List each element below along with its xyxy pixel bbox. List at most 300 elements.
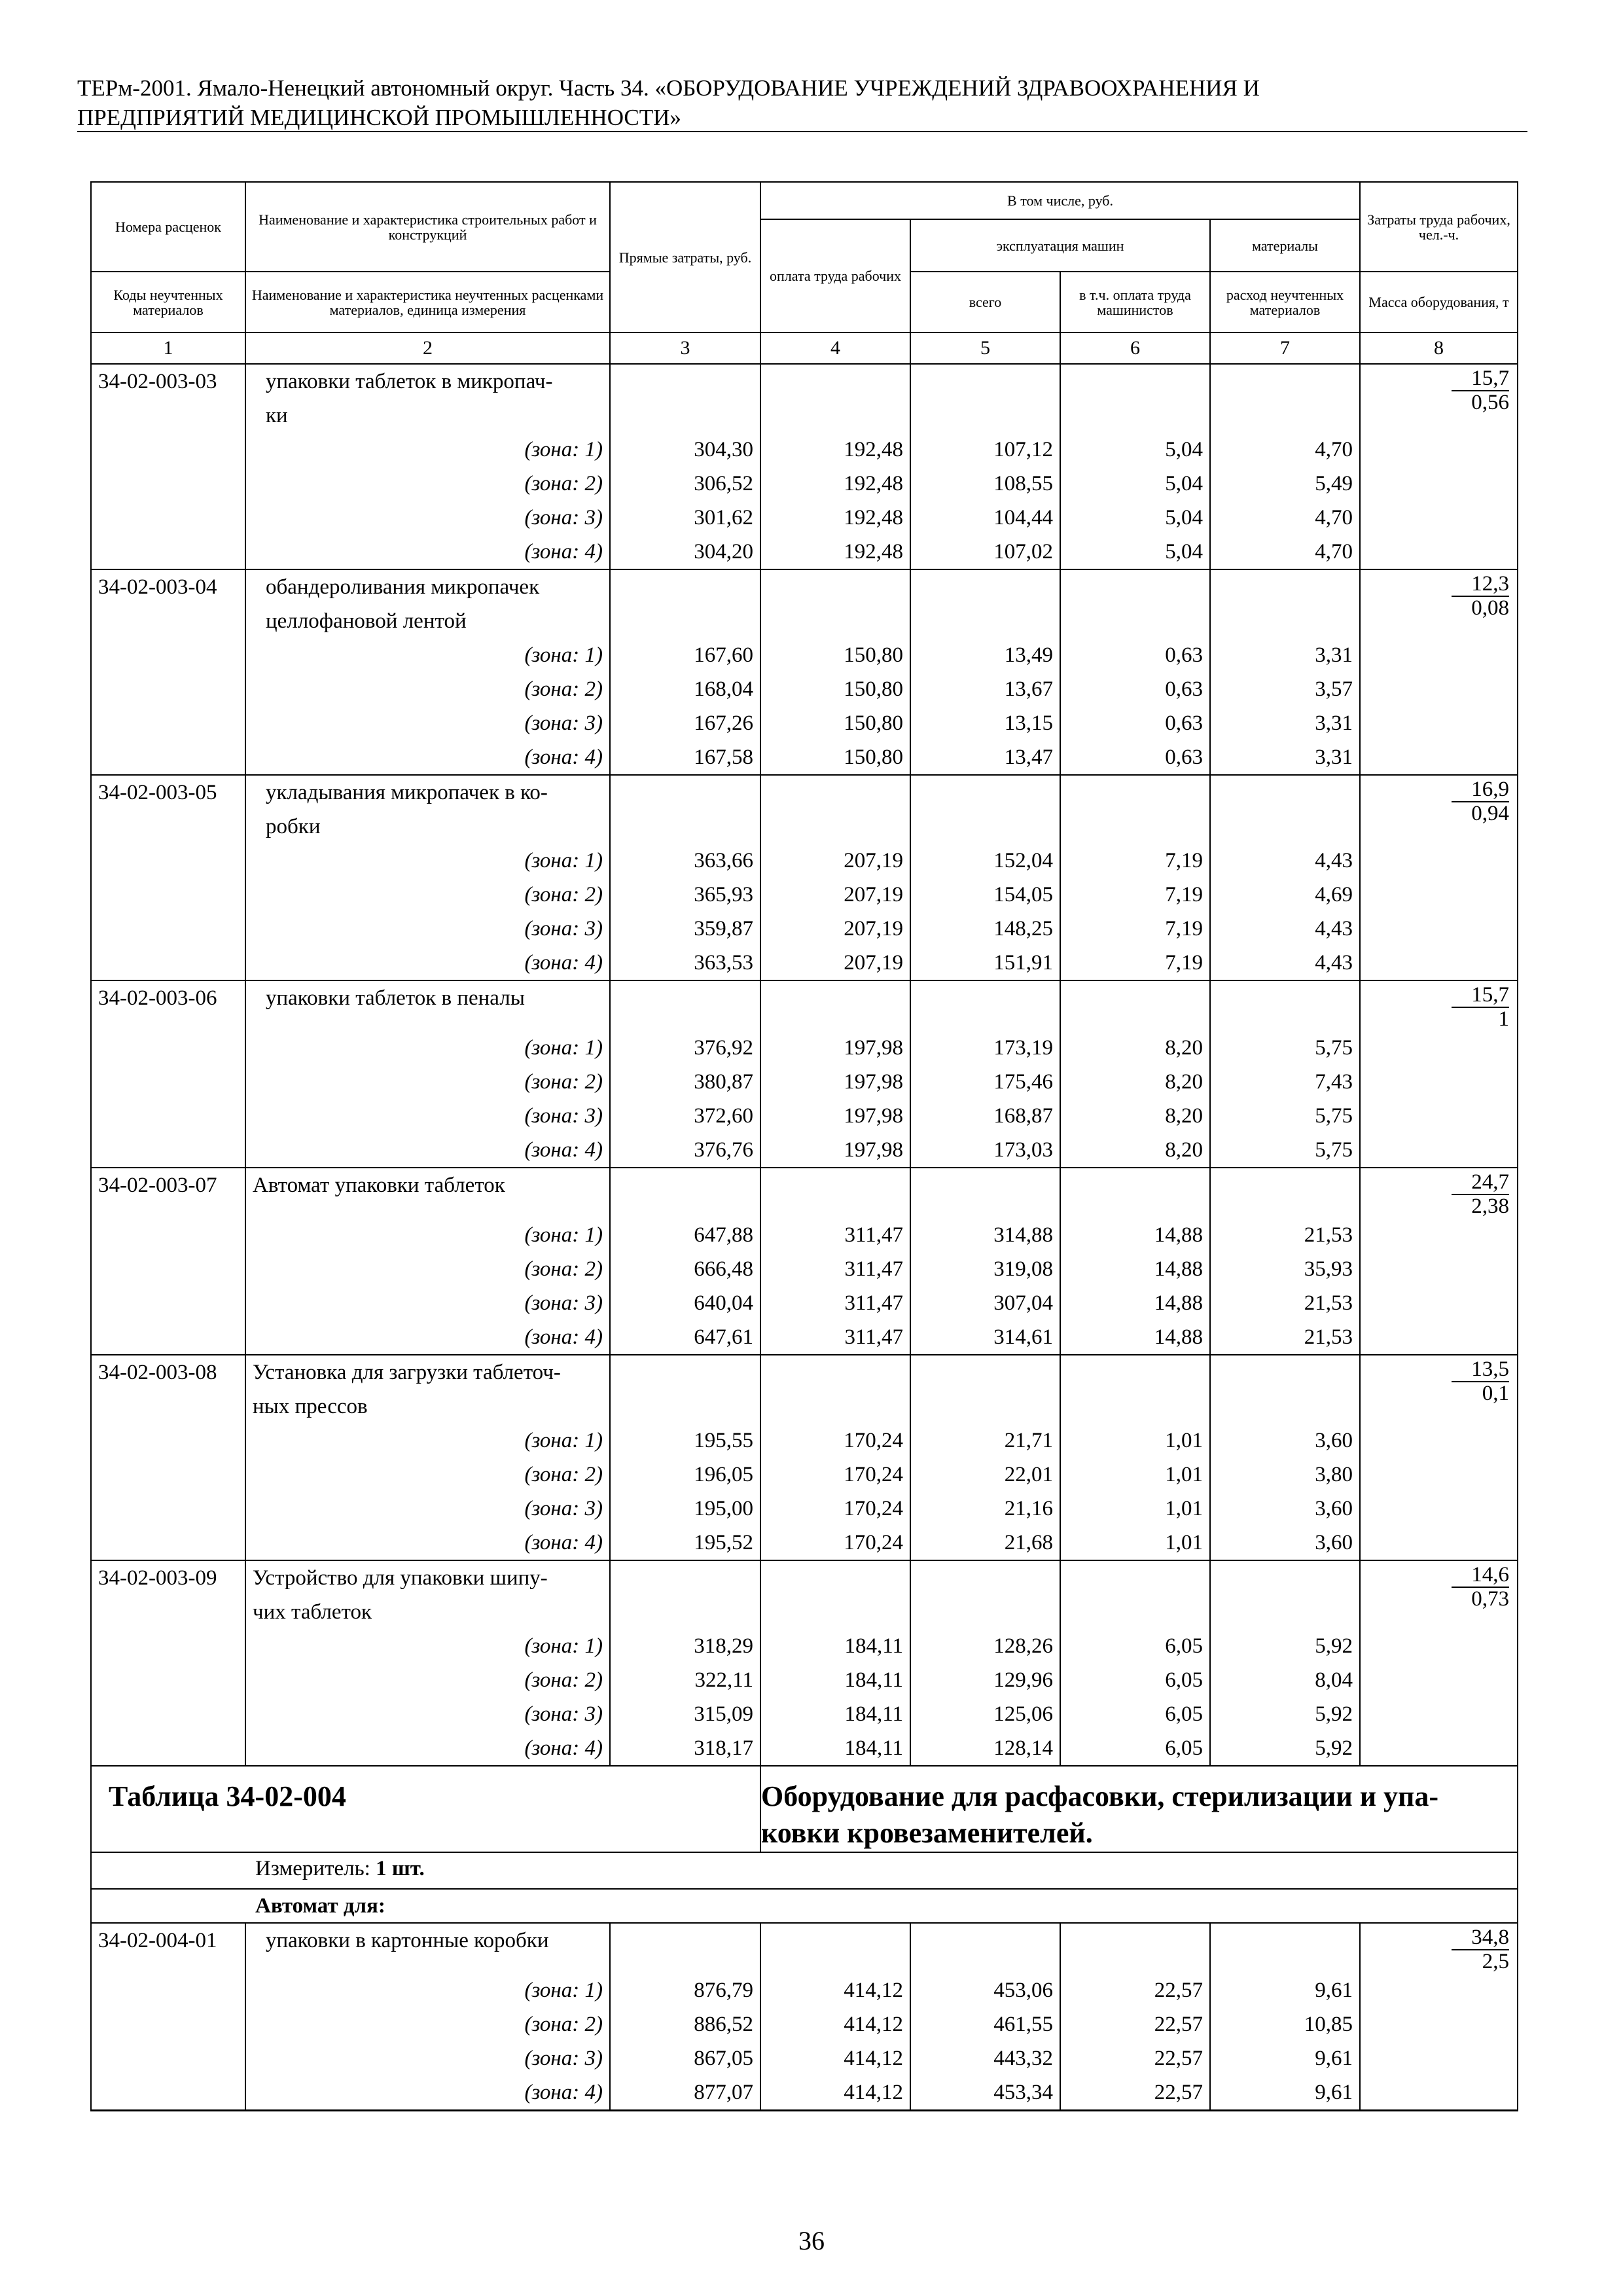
machines-total-value: 453,06 [910, 1973, 1060, 2007]
materials-value: 5,92 [1210, 1731, 1360, 1766]
machinist-wages-value: 5,04 [1060, 535, 1210, 569]
zone-row [91, 1252, 1518, 1286]
zone-label: (зона: 3) [245, 1697, 610, 1731]
labor-value: 34,8 [1452, 1926, 1509, 1950]
direct-costs-value: 322,11 [610, 1663, 760, 1697]
empty-cell [910, 980, 1060, 1031]
machinist-wages-value: 8,20 [1060, 1031, 1210, 1065]
machinist-wages-value: 14,88 [1060, 1320, 1210, 1355]
materials-value: 4,43 [1210, 844, 1360, 878]
mass-value: 0,56 [1471, 391, 1510, 414]
column-number: 1 [91, 332, 245, 364]
empty-cell [91, 501, 245, 535]
machines-total-value: 148,25 [910, 912, 1060, 946]
machines-total-value: 173,03 [910, 1133, 1060, 1168]
zone-row [91, 946, 1518, 980]
machines-total-value: 13,49 [910, 638, 1060, 672]
machines-total-value: 314,88 [910, 1218, 1060, 1252]
section-title-row [91, 1766, 1518, 1852]
machinist-wages-value: 22,57 [1060, 1973, 1210, 2007]
zone-row [91, 501, 1518, 535]
empty-cell [1360, 2041, 1518, 2075]
wages-value: 311,47 [760, 1218, 910, 1252]
machines-total-value: 152,04 [910, 844, 1060, 878]
materials-value: 21,53 [1210, 1218, 1360, 1252]
wages-value: 197,98 [760, 1133, 910, 1168]
empty-cell [91, 535, 245, 569]
zone-row [91, 2041, 1518, 2075]
zone-row [91, 1099, 1518, 1133]
materials-value: 3,31 [1210, 638, 1360, 672]
materials-value: 5,75 [1210, 1133, 1360, 1168]
wages-value: 184,11 [760, 1629, 910, 1663]
machines-total-value: 104,44 [910, 501, 1060, 535]
empty-cell [1210, 1560, 1360, 1629]
direct-costs-value: 380,87 [610, 1065, 760, 1099]
mass-value: 2,5 [1482, 1950, 1510, 1973]
empty-cell [1360, 1458, 1518, 1492]
materials-value: 9,61 [1210, 1973, 1360, 2007]
machinist-wages-value: 14,88 [1060, 1252, 1210, 1286]
zone-label: (зона: 2) [245, 878, 610, 912]
zone-row [91, 672, 1518, 706]
wages-value: 207,19 [760, 878, 910, 912]
empty-cell [1060, 775, 1210, 844]
rate-code: 34-02-003-09 [91, 1560, 245, 1629]
empty-cell [91, 1031, 245, 1065]
mass-value: 0,1 [1482, 1382, 1510, 1405]
zone-label: (зона: 2) [245, 1458, 610, 1492]
wages-value: 170,24 [760, 1492, 910, 1526]
empty-cell [610, 775, 760, 844]
empty-cell [1210, 1355, 1360, 1424]
empty-cell [910, 775, 1060, 844]
column-number: 3 [610, 332, 760, 364]
empty-cell [91, 912, 245, 946]
direct-costs-value: 306,52 [610, 467, 760, 501]
labor-value: 15,7 [1452, 984, 1509, 1008]
group-label: Автомат для: [91, 1889, 1518, 1923]
empty-cell [1360, 672, 1518, 706]
zone-label: (зона: 4) [245, 1526, 610, 1560]
direct-costs-value: 301,62 [610, 501, 760, 535]
empty-cell [1060, 1560, 1210, 1629]
zone-row [91, 535, 1518, 569]
rate-code: 34-02-003-06 [91, 980, 245, 1031]
wages-value: 207,19 [760, 946, 910, 980]
rate-name: упаковки таблеток в пеналы [245, 980, 610, 1031]
zone-row [91, 1663, 1518, 1697]
machinist-wages-value: 22,57 [1060, 2041, 1210, 2075]
empty-cell [91, 946, 245, 980]
empty-cell [1360, 638, 1518, 672]
empty-cell [91, 1218, 245, 1252]
empty-cell [1360, 1320, 1518, 1355]
rate-title-row [91, 1168, 1518, 1218]
direct-costs-value: 196,05 [610, 1458, 760, 1492]
column-number: 7 [1210, 332, 1360, 364]
empty-cell [91, 1133, 245, 1168]
direct-costs-value: 318,29 [610, 1629, 760, 1663]
machines-total-value: 128,26 [910, 1629, 1060, 1663]
empty-cell [1360, 1252, 1518, 1286]
machines-total-value: 22,01 [910, 1458, 1060, 1492]
zone-label: (зона: 1) [245, 1031, 610, 1065]
zone-label: (зона: 1) [245, 1629, 610, 1663]
empty-cell [1360, 1218, 1518, 1252]
empty-cell [1060, 364, 1210, 433]
wages-value: 150,80 [760, 672, 910, 706]
materials-value: 10,85 [1210, 2007, 1360, 2041]
empty-cell [910, 1355, 1060, 1424]
zone-label: (зона: 3) [245, 1492, 610, 1526]
empty-cell [1360, 467, 1518, 501]
zone-row [91, 1731, 1518, 1766]
empty-cell [1360, 535, 1518, 569]
empty-cell [1360, 1697, 1518, 1731]
measure-value: 1 шт. [376, 1857, 425, 1880]
rate-code: 34-02-003-08 [91, 1355, 245, 1424]
direct-costs-value: 372,60 [610, 1099, 760, 1133]
machines-total-value: 461,55 [910, 2007, 1060, 2041]
wages-value: 192,48 [760, 467, 910, 501]
empty-cell [1210, 569, 1360, 638]
machines-total-value: 13,47 [910, 740, 1060, 775]
measure-row [91, 1852, 1518, 1889]
machinist-wages-value: 0,63 [1060, 706, 1210, 740]
empty-cell [610, 1355, 760, 1424]
empty-cell [1210, 980, 1360, 1031]
materials-value: 3,60 [1210, 1424, 1360, 1458]
wages-value: 150,80 [760, 740, 910, 775]
materials-value: 3,60 [1210, 1492, 1360, 1526]
empty-cell [760, 1168, 910, 1218]
direct-costs-value: 886,52 [610, 2007, 760, 2041]
machines-total-value: 128,14 [910, 1731, 1060, 1766]
zone-label: (зона: 4) [245, 535, 610, 569]
rate-code: 34-02-003-03 [91, 364, 245, 433]
table-description: Оборудование для расфасовки, стерилизации и упа- ковки кровезаменителей. [760, 1766, 1518, 1852]
empty-cell [1360, 1065, 1518, 1099]
materials-value: 5,75 [1210, 1099, 1360, 1133]
materials-value: 5,92 [1210, 1697, 1360, 1731]
empty-cell [91, 467, 245, 501]
mass-value: 0,73 [1471, 1587, 1510, 1611]
empty-cell [1360, 740, 1518, 775]
direct-costs-value: 877,07 [610, 2075, 760, 2111]
direct-costs-value: 167,58 [610, 740, 760, 775]
rate-title-row [91, 364, 1518, 433]
machines-total-value: 175,46 [910, 1065, 1060, 1099]
zone-row [91, 1492, 1518, 1526]
direct-costs-value: 647,88 [610, 1218, 760, 1252]
empty-cell [1360, 844, 1518, 878]
zone-label: (зона: 3) [245, 2041, 610, 2075]
col-header-material-codes: Коды неучтенных материалов [91, 272, 245, 332]
empty-cell [1360, 912, 1518, 946]
machines-total-value: 173,19 [910, 1031, 1060, 1065]
column-number: 2 [245, 332, 610, 364]
empty-cell [910, 1923, 1060, 1973]
zone-label: (зона: 2) [245, 672, 610, 706]
empty-cell [91, 1629, 245, 1663]
col-header-material-usage: расход неучтенных материалов [1210, 272, 1360, 332]
zone-label: (зона: 3) [245, 1286, 610, 1320]
materials-value: 21,53 [1210, 1320, 1360, 1355]
empty-cell [1360, 878, 1518, 912]
materials-value: 4,70 [1210, 535, 1360, 569]
zone-label: (зона: 4) [245, 946, 610, 980]
empty-cell [610, 1560, 760, 1629]
direct-costs-value: 168,04 [610, 672, 760, 706]
zone-row [91, 1458, 1518, 1492]
labor-value: 14,6 [1452, 1564, 1509, 1588]
zone-label: (зона: 2) [245, 1065, 610, 1099]
wages-value: 414,12 [760, 2075, 910, 2111]
empty-cell [91, 1065, 245, 1099]
wages-value: 207,19 [760, 912, 910, 946]
table-number-title: Таблица 34-02-004 [91, 1766, 760, 1852]
zone-row [91, 1133, 1518, 1168]
machines-total-value: 107,02 [910, 535, 1060, 569]
mass-value: 0,94 [1471, 802, 1510, 825]
wages-value: 311,47 [760, 1320, 910, 1355]
rate-name: Автомат упаковки таблеток [245, 1168, 610, 1218]
empty-cell [91, 878, 245, 912]
zone-label: (зона: 4) [245, 1133, 610, 1168]
direct-costs-value: 640,04 [610, 1286, 760, 1320]
machinist-wages-value: 7,19 [1060, 912, 1210, 946]
wages-value: 207,19 [760, 844, 910, 878]
direct-costs-value: 376,76 [610, 1133, 760, 1168]
labor-value: 24,7 [1452, 1171, 1509, 1195]
rate-name: Устройство для упаковки шипу- чих таблеток [245, 1560, 610, 1629]
empty-cell [760, 1355, 910, 1424]
zone-row [91, 1065, 1518, 1099]
empty-cell [1360, 2075, 1518, 2111]
empty-cell [1060, 1923, 1210, 1973]
machinist-wages-value: 5,04 [1060, 501, 1210, 535]
empty-cell [91, 672, 245, 706]
zone-label: (зона: 1) [245, 1424, 610, 1458]
empty-cell [1360, 1099, 1518, 1133]
machinist-wages-value: 1,01 [1060, 1526, 1210, 1560]
labor-mass-cell [1360, 364, 1518, 433]
wages-value: 197,98 [760, 1065, 910, 1099]
machines-total-value: 21,68 [910, 1526, 1060, 1560]
materials-value: 5,75 [1210, 1031, 1360, 1065]
direct-costs-value: 304,20 [610, 535, 760, 569]
zone-row [91, 1286, 1518, 1320]
empty-cell [91, 706, 245, 740]
machines-total-value: 453,34 [910, 2075, 1060, 2111]
labor-value: 13,5 [1452, 1358, 1509, 1382]
zone-label: (зона: 1) [245, 433, 610, 467]
machines-total-value: 21,71 [910, 1424, 1060, 1458]
rate-code: 34-02-004-01 [91, 1923, 245, 1973]
empty-cell [610, 980, 760, 1031]
materials-value: 8,04 [1210, 1663, 1360, 1697]
zone-row [91, 1973, 1518, 2007]
wages-value: 414,12 [760, 1973, 910, 2007]
col-header-group: В том числе, руб. [760, 182, 1360, 219]
rate-code: 34-02-003-04 [91, 569, 245, 638]
empty-cell [1060, 1168, 1210, 1218]
wages-value: 192,48 [760, 433, 910, 467]
labor-value: 16,9 [1452, 778, 1509, 802]
rate-code: 34-02-003-07 [91, 1168, 245, 1218]
rate-title-row [91, 569, 1518, 638]
wages-value: 311,47 [760, 1252, 910, 1286]
machines-total-value: 21,16 [910, 1492, 1060, 1526]
col-header-machinist-wages: в т.ч. оплата труда машинистов [1060, 272, 1210, 332]
labor-mass-cell [1360, 569, 1518, 638]
empty-cell [91, 1458, 245, 1492]
empty-cell [1360, 1286, 1518, 1320]
empty-cell [910, 1560, 1060, 1629]
empty-cell [1210, 1168, 1360, 1218]
empty-cell [1360, 1629, 1518, 1663]
empty-cell [91, 740, 245, 775]
empty-cell [91, 638, 245, 672]
col-header-machines-total: всего [910, 272, 1060, 332]
empty-cell [1210, 775, 1360, 844]
col-header-materials: материалы [1210, 219, 1360, 272]
machinist-wages-value: 1,01 [1060, 1492, 1210, 1526]
zone-row [91, 1697, 1518, 1731]
empty-cell [1360, 433, 1518, 467]
labor-value: 15,7 [1452, 367, 1509, 391]
zone-label: (зона: 4) [245, 1320, 610, 1355]
direct-costs-value: 359,87 [610, 912, 760, 946]
empty-cell [610, 569, 760, 638]
zone-row [91, 706, 1518, 740]
col-header-machines: эксплуатация машин [910, 219, 1210, 272]
machinist-wages-value: 22,57 [1060, 2007, 1210, 2041]
col-header-material-names: Наименование и характеристика неучтенных расценками материалов, единица измерения [245, 272, 610, 332]
direct-costs-value: 304,30 [610, 433, 760, 467]
direct-costs-value: 315,09 [610, 1697, 760, 1731]
machines-total-value: 13,67 [910, 672, 1060, 706]
materials-value: 5,49 [1210, 467, 1360, 501]
wages-value: 184,11 [760, 1663, 910, 1697]
machines-total-value: 107,12 [910, 433, 1060, 467]
empty-cell [1360, 1973, 1518, 2007]
empty-cell [91, 1286, 245, 1320]
empty-cell [91, 1424, 245, 1458]
materials-value: 4,70 [1210, 433, 1360, 467]
machines-total-value: 125,06 [910, 1697, 1060, 1731]
zone-row [91, 1424, 1518, 1458]
machinist-wages-value: 1,01 [1060, 1424, 1210, 1458]
empty-cell [1060, 569, 1210, 638]
zone-label: (зона: 4) [245, 740, 610, 775]
direct-costs-value: 867,05 [610, 2041, 760, 2075]
materials-value: 7,43 [1210, 1065, 1360, 1099]
empty-cell [91, 1973, 245, 2007]
empty-cell [1210, 364, 1360, 433]
materials-value: 9,61 [1210, 2041, 1360, 2075]
direct-costs-value: 376,92 [610, 1031, 760, 1065]
zone-label: (зона: 1) [245, 638, 610, 672]
direct-costs-value: 167,26 [610, 706, 760, 740]
empty-cell [610, 364, 760, 433]
machines-total-value: 443,32 [910, 2041, 1060, 2075]
zone-label: (зона: 2) [245, 1663, 610, 1697]
zone-row [91, 2007, 1518, 2041]
rate-title-row [91, 775, 1518, 844]
zone-label: (зона: 2) [245, 467, 610, 501]
direct-costs-value: 195,52 [610, 1526, 760, 1560]
machinist-wages-value: 0,63 [1060, 672, 1210, 706]
machinist-wages-value: 7,19 [1060, 878, 1210, 912]
zone-row [91, 638, 1518, 672]
materials-value: 3,60 [1210, 1526, 1360, 1560]
rate-title-row [91, 980, 1518, 1031]
zone-label: (зона: 1) [245, 844, 610, 878]
wages-value: 184,11 [760, 1697, 910, 1731]
materials-value: 4,43 [1210, 912, 1360, 946]
mass-value: 1 [1498, 1007, 1510, 1031]
machinist-wages-value: 22,57 [1060, 2075, 1210, 2111]
machinist-wages-value: 7,19 [1060, 844, 1210, 878]
machines-total-value: 151,91 [910, 946, 1060, 980]
empty-cell [1360, 1663, 1518, 1697]
empty-cell [91, 1731, 245, 1766]
col-header-equipment-mass: Масса оборудования, т [1360, 272, 1518, 332]
empty-cell [91, 1663, 245, 1697]
labor-mass-cell [1360, 1923, 1518, 1973]
empty-cell [610, 1168, 760, 1218]
empty-cell [760, 569, 910, 638]
materials-value: 3,31 [1210, 740, 1360, 775]
empty-cell [1360, 501, 1518, 535]
wages-value: 170,24 [760, 1424, 910, 1458]
empty-cell [1360, 1031, 1518, 1065]
empty-cell [1360, 2007, 1518, 2041]
wages-value: 192,48 [760, 535, 910, 569]
zone-row [91, 1629, 1518, 1663]
page-header [77, 73, 1527, 132]
wages-value: 192,48 [760, 501, 910, 535]
empty-cell [91, 2007, 245, 2041]
empty-cell [910, 1168, 1060, 1218]
col-header-direct-costs: Прямые затраты, руб. [610, 182, 760, 332]
empty-cell [91, 1252, 245, 1286]
zone-row [91, 433, 1518, 467]
empty-cell [1360, 1133, 1518, 1168]
empty-cell [91, 1492, 245, 1526]
direct-costs-value: 195,55 [610, 1424, 760, 1458]
empty-cell [91, 2075, 245, 2111]
wages-value: 170,24 [760, 1458, 910, 1492]
machines-total-value: 13,15 [910, 706, 1060, 740]
page-number: 36 [798, 2226, 825, 2255]
empty-cell [910, 364, 1060, 433]
empty-cell [1360, 706, 1518, 740]
empty-cell [1060, 1355, 1210, 1424]
zone-label: (зона: 1) [245, 1973, 610, 2007]
table-body [91, 182, 1518, 2111]
direct-costs-value: 647,61 [610, 1320, 760, 1355]
labor-mass-cell [1360, 1560, 1518, 1629]
zone-label: (зона: 4) [245, 2075, 610, 2111]
machinist-wages-value: 7,19 [1060, 946, 1210, 980]
machinist-wages-value: 14,88 [1060, 1286, 1210, 1320]
machinist-wages-value: 6,05 [1060, 1629, 1210, 1663]
zone-label: (зона: 3) [245, 706, 610, 740]
col-header-wages: оплата труда рабочих [760, 219, 910, 332]
